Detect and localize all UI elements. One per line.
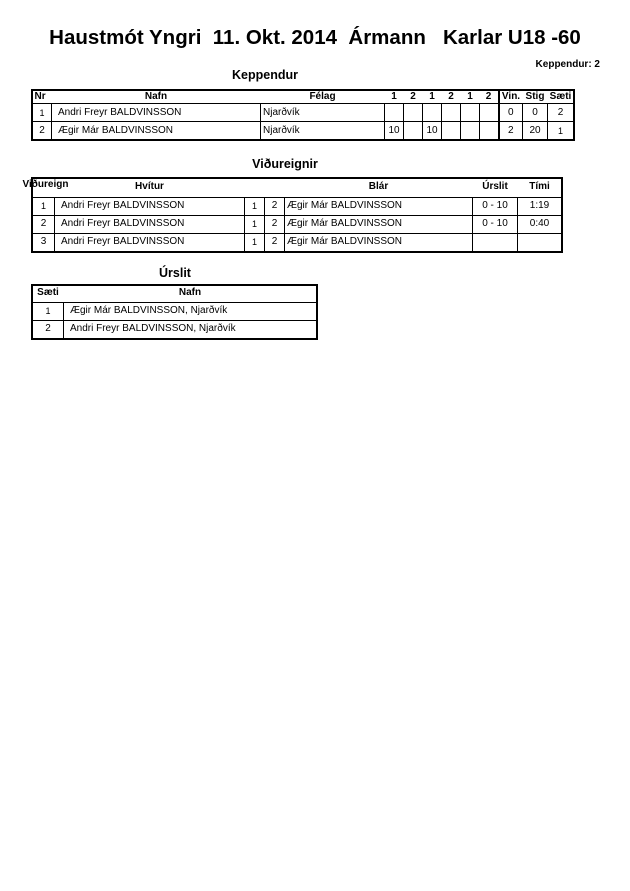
results-table bbox=[32, 285, 317, 339]
match-blue-nr: 2 bbox=[265, 197, 285, 215]
match-white-nr: 1 bbox=[245, 197, 265, 215]
match-white-nr: 1 bbox=[245, 215, 265, 233]
result-place: 1 bbox=[33, 302, 64, 320]
row-score bbox=[461, 122, 480, 140]
match-time: 0:40 bbox=[518, 215, 562, 233]
results-heading: Úrslit bbox=[159, 266, 191, 280]
match-result: 0 - 10 bbox=[473, 215, 518, 233]
header-round: 2 bbox=[485, 90, 492, 102]
header-round: 1 bbox=[429, 90, 435, 102]
header-white: Hvítur bbox=[135, 181, 164, 193]
table-row bbox=[33, 122, 574, 140]
match-white-nr: 1 bbox=[245, 233, 265, 251]
match-blue: Ægir Már BALDVINSSON bbox=[285, 215, 473, 233]
header-name: Nafn bbox=[178, 287, 202, 299]
table-row bbox=[33, 233, 562, 251]
row-score bbox=[442, 122, 461, 140]
row-club: Njarðvík bbox=[261, 104, 385, 122]
header-place: Sæti bbox=[37, 287, 59, 299]
match-number: 1 bbox=[33, 197, 55, 215]
row-score bbox=[442, 104, 461, 122]
row-score bbox=[423, 104, 442, 122]
row-place: 2 bbox=[548, 104, 574, 122]
header-time: Tími bbox=[529, 181, 550, 193]
row-score bbox=[404, 104, 423, 122]
match-blue-nr: 2 bbox=[265, 215, 285, 233]
row-place: 1 bbox=[548, 122, 574, 140]
row-score bbox=[461, 104, 480, 122]
row-name: Ægir Már BALDVINSSON bbox=[52, 122, 261, 140]
row-score bbox=[480, 122, 499, 140]
page-title: Haustmót Yngri 11. Okt. 2014 Ármann Karlar U18 -60 bbox=[49, 26, 581, 49]
result-place: 2 bbox=[33, 320, 64, 338]
header-round: 1 bbox=[391, 90, 397, 102]
match-white: Andri Freyr BALDVINSSON bbox=[55, 233, 245, 251]
table-row bbox=[33, 215, 562, 233]
result-name: Ægir Már BALDVINSSON, Njarðvík bbox=[64, 302, 317, 320]
table-row bbox=[33, 320, 317, 338]
header-blue: Blár bbox=[368, 181, 389, 193]
table-row bbox=[33, 104, 574, 122]
participant-count: Keppendur: 2 bbox=[535, 59, 600, 70]
matches-table bbox=[22, 178, 562, 252]
row-points: 20 bbox=[523, 122, 548, 140]
row-nr: 2 bbox=[33, 122, 52, 140]
row-club: Njarðvík bbox=[261, 122, 385, 140]
row-points: 0 bbox=[523, 104, 548, 122]
match-result: 0 - 10 bbox=[473, 197, 518, 215]
match-time: 1:19 bbox=[518, 197, 562, 215]
results-header-row bbox=[33, 285, 317, 302]
match-number: 3 bbox=[33, 233, 55, 251]
table-row bbox=[33, 302, 317, 320]
row-name: Andri Freyr BALDVINSSON bbox=[52, 104, 261, 122]
header-round: 2 bbox=[448, 90, 454, 102]
header-match: Viðureign bbox=[22, 179, 69, 190]
match-blue-nr: 2 bbox=[265, 233, 285, 251]
participants-heading: Keppendur bbox=[232, 68, 298, 82]
header-nr: Nr bbox=[34, 90, 46, 102]
row-nr: 1 bbox=[33, 104, 52, 122]
header-name: Nafn bbox=[144, 90, 168, 102]
match-number: 2 bbox=[33, 215, 55, 233]
matches-heading: Viðureignir bbox=[252, 157, 318, 171]
header-place: Sæti bbox=[549, 90, 572, 102]
result-name: Andri Freyr BALDVINSSON, Njarðvík bbox=[64, 320, 317, 338]
row-score bbox=[480, 104, 499, 122]
row-score bbox=[404, 122, 423, 140]
match-blue: Ægir Már BALDVINSSON bbox=[285, 197, 473, 215]
match-result bbox=[473, 233, 518, 251]
row-wins: 2 bbox=[499, 122, 523, 140]
match-white: Andri Freyr BALDVINSSON bbox=[55, 215, 245, 233]
header-wins: Vin. bbox=[499, 90, 523, 104]
table-row bbox=[33, 197, 562, 215]
row-score: 10 bbox=[385, 122, 404, 140]
row-score bbox=[385, 104, 404, 122]
participants-table bbox=[32, 90, 574, 140]
match-white: Andri Freyr BALDVINSSON bbox=[55, 197, 245, 215]
row-score: 10 bbox=[423, 122, 442, 140]
header-round: 1 bbox=[467, 90, 473, 102]
row-wins: 0 bbox=[499, 104, 523, 122]
match-blue: Ægir Már BALDVINSSON bbox=[285, 233, 473, 251]
matches-header-row bbox=[33, 178, 562, 197]
header-club: Félag bbox=[309, 90, 336, 102]
header-result: Úrslit bbox=[482, 181, 508, 193]
header-round: 2 bbox=[410, 90, 416, 102]
participants-header-row bbox=[33, 90, 574, 104]
header-points: Stig bbox=[525, 90, 545, 102]
match-time bbox=[518, 233, 562, 251]
